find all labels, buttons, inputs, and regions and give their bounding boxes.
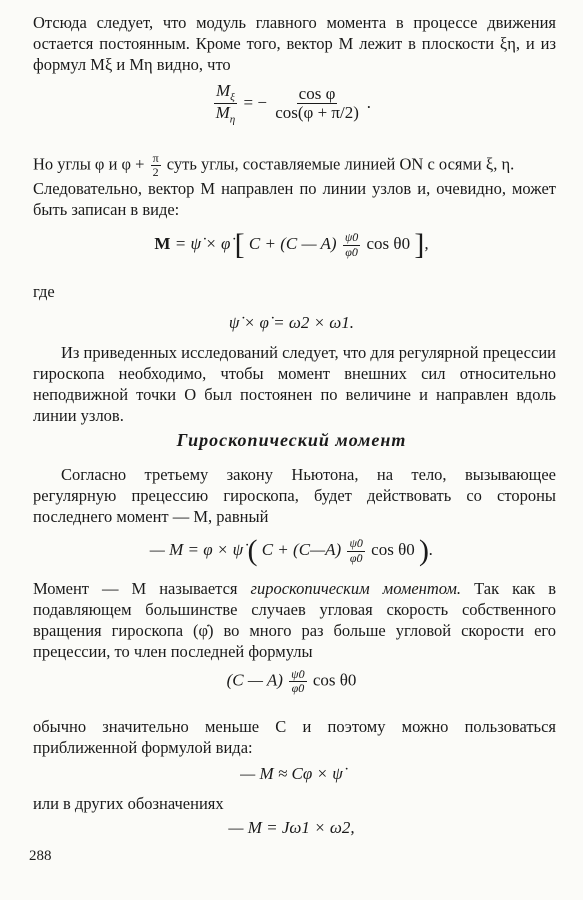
- paragraph-approximation: обычно значительно меньше C и поэтому можно пользоваться приближенной формулой вида:: [33, 717, 556, 757]
- paragraph-gyroscopic-definition: Момент — M называется гироскопическим моментом. Так как в подавляющем большинстве случаев угловая скорость собственного вращения гироскопа (φ̇) во много раз больше угловой скорости его прецессии, то член последней формулы: [33, 579, 556, 661]
- paragraph-other-notation: или в других обозначениях: [33, 794, 224, 813]
- formula-moment-ratio: $\frac{M_\xi}{M_\eta}$ = − $\frac{\text{cos φ}}{\cos(\varphi + \pi/2)}$ .: [215, 81, 372, 126]
- section-heading: Гироскопический момент: [176, 430, 407, 450]
- paragraph-node-line: Следовательно, вектор M направлен по линии узлов и, очевидно, может быть записан в виде:: [33, 179, 556, 219]
- formula-ratio-lhs: $\frac{M_\xi}{M_\eta}$: [215, 81, 236, 126]
- paragraph-angles: Но углы φ и φ + $\frac{\pi}{2}$ суть углы, составляемые линией ON с осями ξ, η.: [33, 151, 515, 180]
- word-where: где: [33, 282, 55, 301]
- formula-small-term: (C — A) $\frac{\psi̇0}{\varphi̇0}$ cos θ0: [226, 667, 357, 696]
- formula-ratio-rhs: $\frac{\text{cos φ}}{\cos(\varphi + \pi/2)}$: [275, 83, 359, 123]
- formula-moment-vector: M = ψ̇ × φ̇ [ C + (C — A) $\frac{\psi̇0}{\varphi̇0}$ cos θ0 ],: [154, 228, 429, 261]
- formula-omega-notation: — M = Jω1 × ω2,: [228, 818, 355, 837]
- formula-omega-product: ψ̇ × φ̇ = ω2 × ω1.: [228, 313, 355, 332]
- paragraph-precession-condition: Из приведенных исследований следует, что для регулярной прецессии гироскопа необходимо, чтобы момент внешних сил относительно неподвижной точки O был постоянен по величине и направлен вдоль линии узлов.: [33, 343, 556, 425]
- paragraph-intro: Отсюда следует, что модуль главного момента в процессе движения остается постоянным. Кроме того, вектор M лежит в плоскости ξη, и из формул Mξ и Mη видно, что: [33, 13, 556, 74]
- formula-gyroscopic-moment: — M = φ × ψ̇ ( C + (C—A) $\frac{\psi̇0}{\varphi̇0}$ cos θ0 ).: [149, 534, 434, 567]
- page-number: 288: [29, 848, 52, 864]
- paragraph-newton: Согласно третьему закону Ньютона, на тело, вызывающее регулярную прецессию гироскопа, будет действовать со стороны последнего момент — M, равный: [33, 465, 556, 526]
- term-gyroscopic-moment: гироскопическим моментом.: [250, 579, 462, 598]
- formula-approximate: — M ≈ Cφ × ψ̇: [240, 764, 343, 783]
